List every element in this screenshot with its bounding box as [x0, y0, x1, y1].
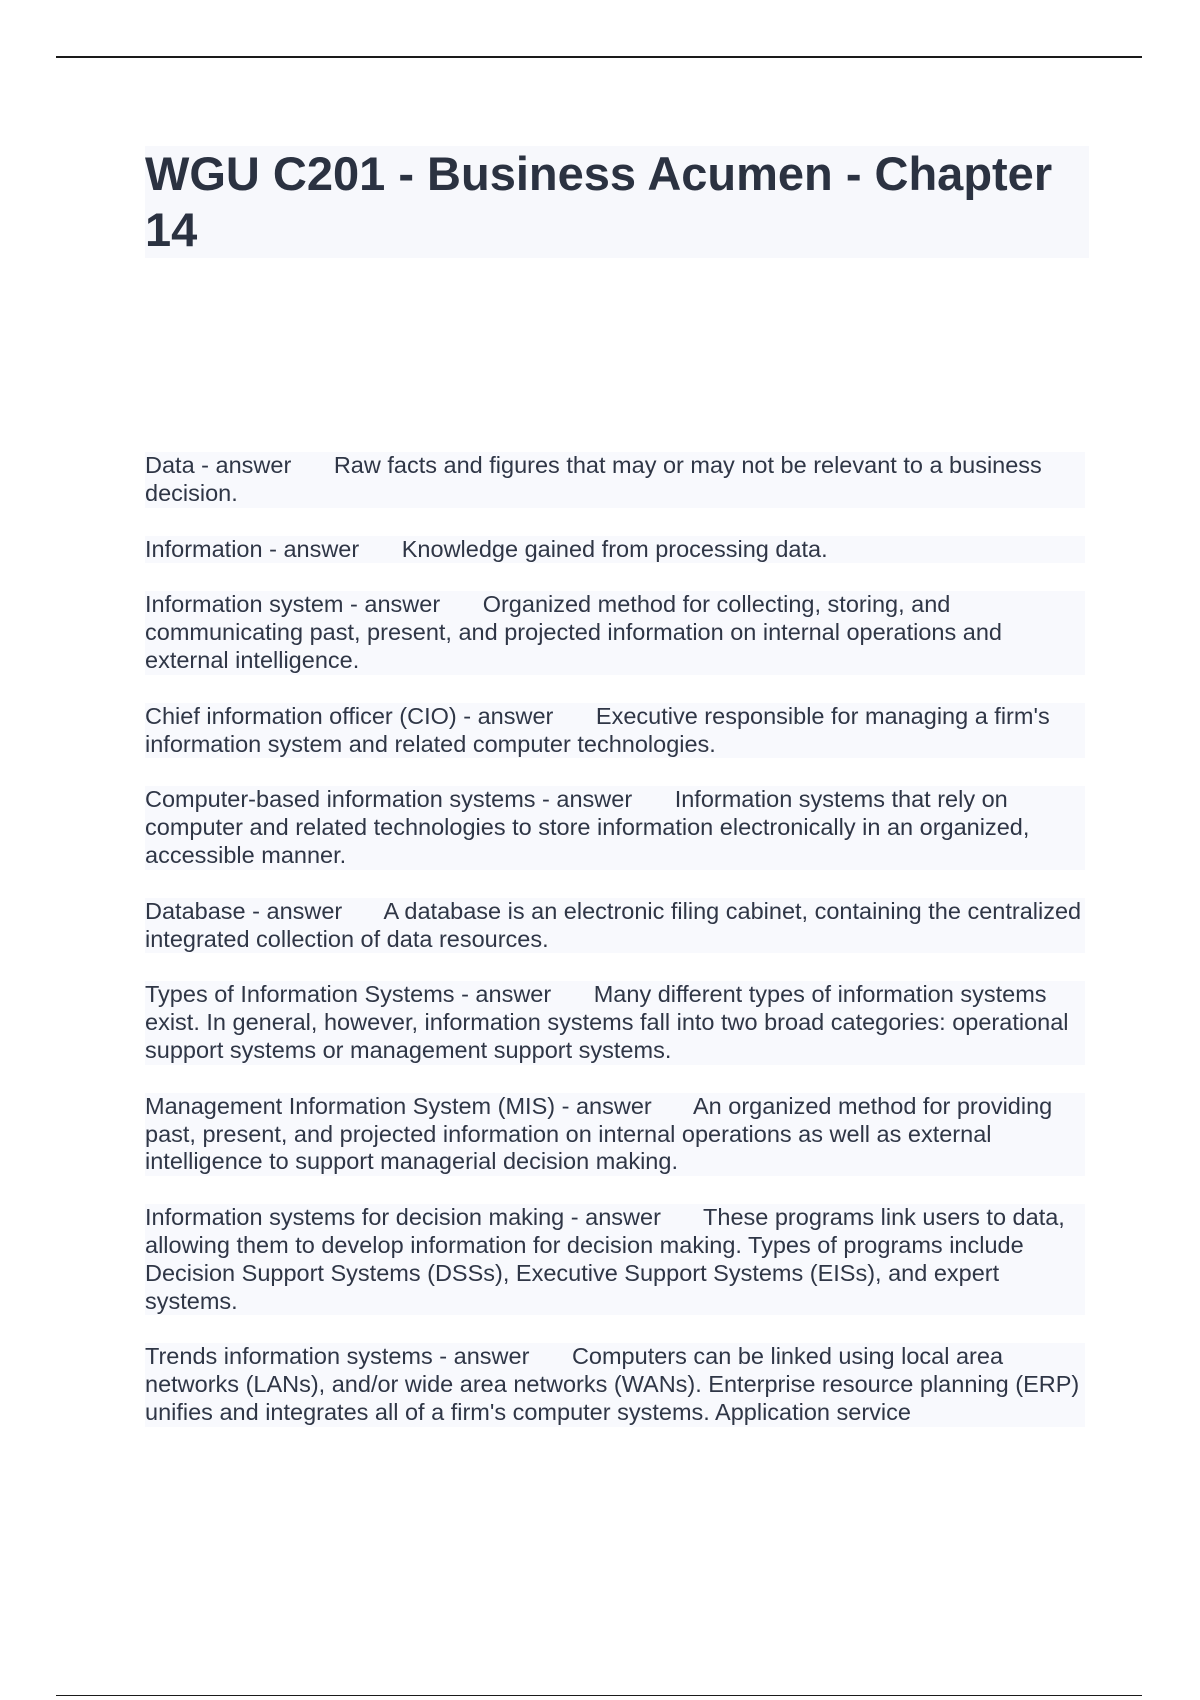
answer-label: - answer: [561, 1092, 652, 1119]
flashcard-item: [145, 1093, 1085, 1176]
title-block: [145, 146, 1089, 258]
bottom-rule: [56, 1695, 1142, 1696]
term: Types of Information Systems: [145, 981, 455, 1008]
answer-label: - answer: [542, 786, 633, 813]
answer-label: - answer: [463, 702, 554, 729]
definition: An organized method for providing past, present, and projected information on internal operations as well as external intelligence to support managerial decision making.: [145, 1092, 1053, 1175]
definition: Executive responsible for managing a firm's information system and related computer technologies.: [145, 702, 1050, 757]
term: Trends information systems: [145, 1343, 433, 1370]
flashcard-item: [145, 452, 1085, 508]
term: Chief information officer (CIO): [145, 702, 457, 729]
term: Management Information System (MIS): [145, 1092, 556, 1119]
flashcard-item: [145, 703, 1085, 759]
flashcard-item: [145, 786, 1085, 869]
flashcard-item: [145, 1204, 1085, 1315]
answer-label: - answer: [439, 1343, 530, 1370]
term: Information system: [145, 591, 344, 618]
term: Database: [145, 897, 246, 924]
top-rule: [56, 56, 1142, 58]
definition: A database is an electronic filing cabinet, containing the centralized integrated collection of data resources.: [145, 897, 1082, 952]
flashcard-list: [145, 452, 1085, 1455]
definition: Computers can be linked using local area networks (LANs), and/or wide area networks (WANs). Enterprise resource planning (ERP) unifies and integrates all of a firm's computer systems. Application service: [145, 1343, 1080, 1425]
flashcard-item: [145, 981, 1085, 1064]
flashcard-item: [145, 536, 1085, 564]
definition: Knowledge gained from processing data.: [401, 535, 828, 562]
term: Information: [145, 535, 263, 562]
document-title: WGU C201 - Business Acumen - Chapter 14: [145, 147, 1053, 256]
definition: Raw facts and figures that may or may not be relevant to a business decision.: [145, 452, 1042, 506]
definition: Organized method for collecting, storing, and communicating past, present, and projected information on internal operations and external intelligence.: [145, 591, 1002, 673]
flashcard-item: [145, 898, 1085, 954]
definition: Many different types of information systems exist. In general, however, information systems fall into two broad categories: operational support systems or management support systems.: [145, 981, 1069, 1063]
answer-label: - answer: [570, 1204, 661, 1231]
term: Information systems for decision making: [145, 1204, 565, 1231]
definition: Information systems that rely on computer and related technologies to store information electronically in an organized, accessible manner.: [145, 786, 1030, 868]
answer-label: - answer: [461, 981, 552, 1008]
answer-label: - answer: [201, 452, 292, 478]
term: Data: [145, 452, 195, 478]
answer-label: - answer: [350, 591, 441, 618]
term: Computer-based information systems: [145, 786, 536, 813]
flashcard-item: [145, 1343, 1085, 1426]
flashcard-item: [145, 591, 1085, 674]
answer-label: - answer: [269, 535, 360, 562]
definition: These programs link users to data, allowing them to develop information for decision making. Types of programs include Decision Support Systems (DSSs), Executive Support Systems (EISs), and expert systems.: [145, 1204, 1065, 1314]
answer-label: - answer: [252, 897, 343, 924]
